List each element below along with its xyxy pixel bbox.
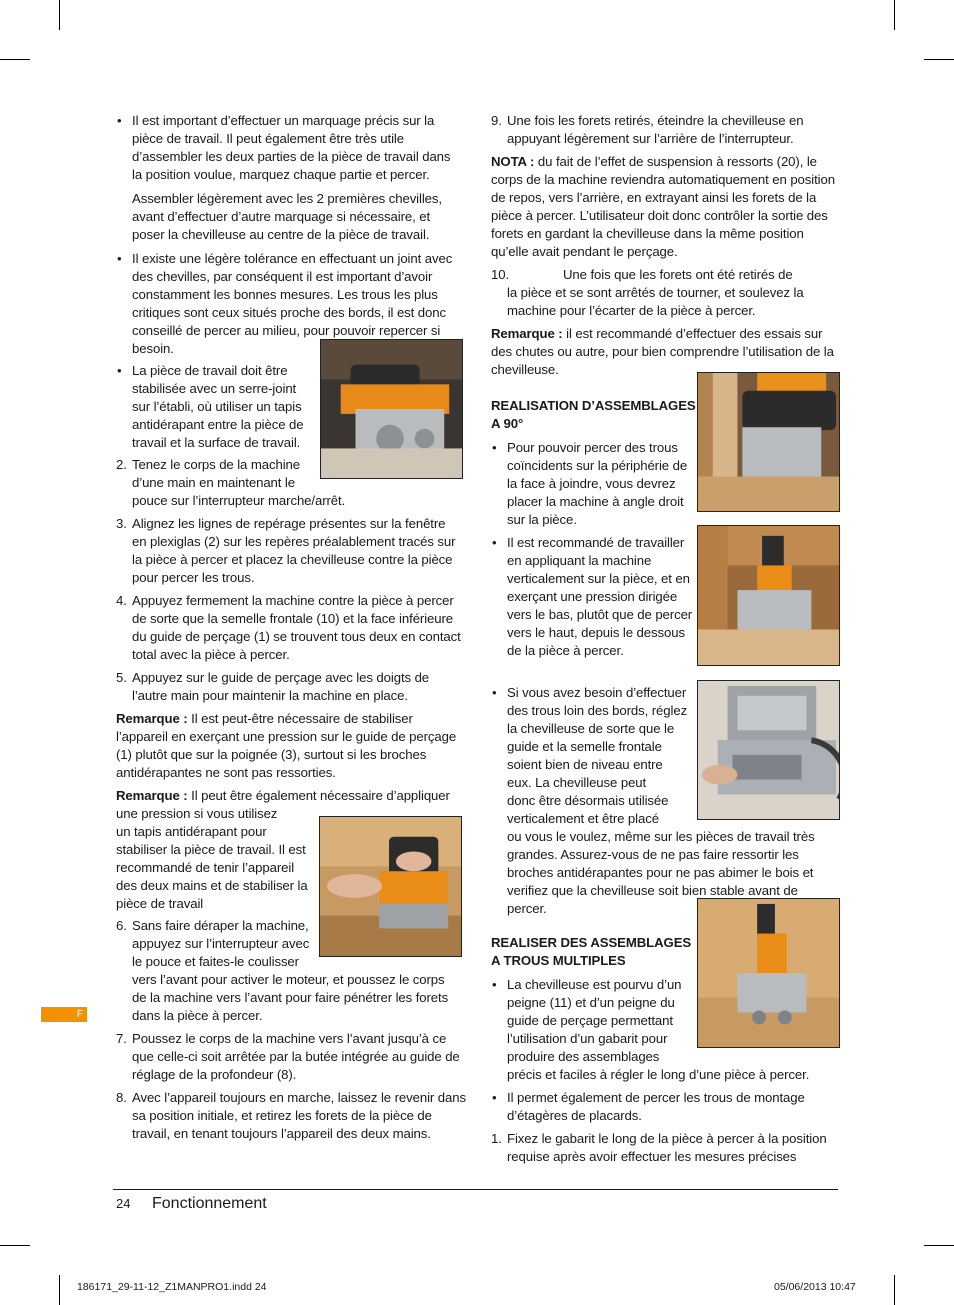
text-line: appuyez sur l’interrupteur avec bbox=[132, 936, 310, 951]
paragraph: ou vous le voulez, même sur les pièces de travail très grandes. Assurez-vous de ne pas faire ressortir les broches antidérapantes pour ne pas abimer le bois et verifiez que la chevilleuse soit bien stable avant de percer. bbox=[507, 829, 815, 916]
paragraph: Avec l’appareil toujours en marche, laissez le revenir dans sa position initiale, et retirez les forets de la pièce de travail, en tenant toujours l’appareil des deux mains. bbox=[132, 1090, 466, 1141]
text-line: verticalement et être placé bbox=[507, 811, 659, 826]
text-line: peigne (11) et d’un peigne du bbox=[507, 995, 675, 1010]
text-line: précis et faciles à régler le long d’une pièce à percer. bbox=[507, 1067, 810, 1082]
flush-guide-illustration bbox=[698, 681, 839, 819]
paragraph: Assembler légèrement avec les 2 premières chevilles, avant d’effectuer d’autre marquage si nécessaire, et poser la chevilleuse au centre de la pièce de travail. bbox=[132, 191, 442, 242]
crop-mark bbox=[894, 1275, 895, 1305]
text-line: recommandé de tenir l’appareil bbox=[116, 860, 295, 875]
step-3 bbox=[116, 515, 462, 587]
crop-mark bbox=[894, 0, 895, 30]
remark-1 bbox=[116, 710, 462, 782]
text-line: Une fois que les forets ont été retirés de bbox=[563, 267, 793, 282]
heading-multiple-holes: REALISER DES ASSEMBLAGES A TROUS MULTIPLES bbox=[491, 935, 692, 968]
remark-text: Il est peut-être nécessaire de stabiliser l’appareil en exerçant une pression sur le guide de perçage (1) plutôt que sur la poignée (3), surtout si les broches antidérapantes ne sont pas ressorties. bbox=[116, 711, 457, 780]
paragraph: • Pour pouvoir percer des trous coïncidents sur la périphérie de la face à joindre, vous devrez placer la machine à angle droit sur la pièce. bbox=[507, 440, 688, 527]
left-column bbox=[116, 112, 466, 1143]
vertical-drilling-illustration bbox=[698, 526, 839, 665]
date-slug: 05/06/2013 10:47 bbox=[774, 1281, 856, 1293]
text-line: pouce sur l’interrupteur marche/arrêt. bbox=[132, 493, 346, 508]
crop-mark bbox=[0, 1245, 30, 1246]
multiple-holes-illustration bbox=[698, 899, 839, 1047]
bullet-coincident-holes bbox=[491, 439, 696, 529]
nota bbox=[491, 153, 841, 261]
remark-text: Il peut être également nécessaire d’appliquer bbox=[187, 788, 450, 803]
bullet-vertical-work bbox=[491, 534, 697, 660]
paragraph: Poussez le corps de la machine vers l’avant jusqu’à ce que celle-ci soit arrêtée par la butée intégrée au guide de réglage de la profondeur (8). bbox=[132, 1031, 460, 1082]
step-number: 1. bbox=[491, 1131, 502, 1146]
text-line: besoin. bbox=[132, 341, 174, 356]
nota-label: NOTA : bbox=[491, 154, 535, 169]
paragraph: vers l’avant pour activer le moteur, et poussez le corps de la machine vers l’avant pour faire pénétrer les forets dans la pièce à percer. bbox=[132, 972, 449, 1023]
step-number: 7. bbox=[116, 1031, 127, 1046]
paragraph: • Il permet également de percer les trous de montage d’étagères de placards. bbox=[507, 1090, 805, 1123]
text-line: un tapis antidérapant pour bbox=[116, 824, 267, 839]
step-number: 8. bbox=[116, 1090, 127, 1105]
photo-flush-guide bbox=[697, 680, 840, 820]
text-line: stabilisée avec un serre-joint bbox=[132, 381, 297, 396]
crop-mark bbox=[59, 1275, 60, 1305]
remark-text: il est recommandé d’effectuer des essais sur des chutes ou autre, pour bien comprendre l’utilisation de la chevilleuse. bbox=[491, 326, 834, 377]
text-line: une pression si vous utilisez bbox=[116, 806, 278, 821]
crop-mark bbox=[924, 1245, 954, 1246]
step-number: 4. bbox=[116, 593, 127, 608]
crop-mark bbox=[59, 0, 60, 30]
text-line: produire des assemblages bbox=[507, 1049, 660, 1064]
nota-text: du fait de l’effet de suspension à ressorts (20), le corps de la machine reviendra automatiquement en position de repos, vers l’arrière, en extrayant ainsi les forets de la pièce à percer. L’utilisateur doit donc contrôler la sortie des forets en gardant la chevilleuse dans la même position qu’elle avait pendant le perçage. bbox=[491, 154, 835, 259]
text-line: Tenez le corps de la machine bbox=[132, 457, 300, 472]
text-line: • Si vous avez besoin d’effectuer bbox=[507, 685, 687, 700]
step-number: 9. bbox=[491, 113, 502, 128]
text-line: eux. La chevilleuse peut bbox=[507, 775, 647, 790]
heading-90-degree: REALISATION D’ASSEMBLAGES A 90° bbox=[491, 398, 696, 431]
photo-hands-on-jointer bbox=[319, 816, 462, 957]
text-line: le pouce et faites-le coulisser bbox=[132, 954, 299, 969]
text-line: pièce de travail bbox=[116, 896, 204, 911]
text-line: guide et la semelle frontale bbox=[507, 739, 662, 754]
step-template-1 bbox=[491, 1130, 847, 1166]
step-5 bbox=[116, 669, 462, 705]
right-column bbox=[491, 112, 841, 379]
text-line: • La chevilleuse est pourvu d’un bbox=[507, 977, 682, 992]
text-line: d’une main en maintenant le bbox=[132, 475, 295, 490]
crop-mark bbox=[924, 59, 954, 60]
text-line: conseillé de percer au milieu, pour pouvoir repercer si bbox=[132, 323, 441, 338]
paragraph: Appuyez fermement la machine contre la pièce à percer de sorte que la semelle frontale (10) et la face inférieure du guide de perçage (1) se trouvent tous deux en contact total avec la pièce à percer. bbox=[132, 593, 461, 662]
step-8 bbox=[116, 1089, 468, 1143]
remark-label: Remarque : bbox=[491, 326, 563, 341]
text-line: des trous loin des bords, réglez bbox=[507, 703, 688, 718]
jointer-top-illustration bbox=[321, 340, 462, 478]
text-line: • Il existe une légère tolérance en effectuant un joint avec bbox=[132, 251, 453, 266]
section-title: Fonctionnement bbox=[152, 1195, 267, 1212]
step-number: 5. bbox=[116, 670, 127, 685]
file-slug: 186171_29-11-12_Z1MANPRO1.indd 24 bbox=[77, 1281, 267, 1293]
text-line: des chevilles, par conséquent il est important d’avoir bbox=[132, 269, 433, 284]
text-line: soient bien de niveau entre bbox=[507, 757, 663, 772]
bullet-shelf-holes bbox=[491, 1089, 827, 1125]
text-line: critiques sont ceux situés proche des bords, il est donc bbox=[132, 305, 446, 320]
text-line: la chevilleuse de sorte que le bbox=[507, 721, 675, 736]
paragraph: Appuyez sur le guide de perçage avec les doigts de l’autre main pour maintenir la machine en place. bbox=[132, 670, 430, 703]
paragraph: Une fois les forets retirés, éteindre la chevilleuse en appuyant légèrement sur l’arrière de l’interrupteur. bbox=[507, 113, 804, 146]
list-90-degree bbox=[491, 439, 696, 660]
step-4 bbox=[116, 592, 462, 664]
remark bbox=[491, 325, 839, 379]
remark-label: Remarque : bbox=[116, 788, 188, 803]
step-number: 3. bbox=[116, 516, 127, 531]
text-line: l’utilisation d’un gabarit pour bbox=[507, 1031, 668, 1046]
step-number: 10. bbox=[491, 267, 510, 282]
paragraph: • Il est important d’effectuer un marquage précis sur la pièce de travail. Il peut également être très utile d’assembler les deux parties de la pièce de travail dans la position voulue, marquez chaque partie et percer. bbox=[132, 113, 451, 182]
language-tab: F bbox=[41, 1007, 87, 1022]
step-7 bbox=[116, 1030, 462, 1084]
photo-90-degree-joint bbox=[697, 372, 840, 512]
hands-jointer-illustration bbox=[320, 817, 461, 956]
text-line: antidérapant entre la pièce de bbox=[132, 417, 304, 432]
paragraph: Alignez les lignes de repérage présentes sur la fenêtre en plexiglas (2) sur les repères préalablement tracés sur la pièce à percer et placez la chevilleuse contre la pièce pour percer les trous. bbox=[132, 516, 456, 585]
remark-label: Remarque : bbox=[116, 711, 188, 726]
crop-mark bbox=[0, 59, 30, 60]
bullet-marking bbox=[116, 112, 462, 244]
text-line: donc être désormais utilisée bbox=[507, 793, 669, 808]
text-line: travail et la surface de travail. bbox=[132, 435, 301, 450]
page-number: 24 bbox=[116, 1196, 131, 1211]
text-line: des deux mains et de stabiliser la bbox=[116, 878, 308, 893]
text-line: guide de perçage permettant bbox=[507, 1013, 673, 1028]
text-line: constamment les bonnes mesures. Les trous les plus bbox=[132, 287, 438, 302]
photo-vertical-drilling bbox=[697, 525, 840, 666]
text-line: • La pièce de travail doit être bbox=[132, 363, 288, 378]
paragraph: Fixez le gabarit le long de la pièce à percer à la position requise après avoir effectuer les mesures précises bbox=[507, 1131, 827, 1164]
paragraph: la pièce et se sont arrêtés de tourner, et soulevez la machine pour l’écarter de la pièce à percer. bbox=[507, 285, 804, 318]
footer-rule bbox=[113, 1189, 838, 1190]
step-number: 6. bbox=[116, 918, 127, 933]
photo-jointer-top bbox=[320, 339, 463, 479]
text-line: stabiliser la pièce de travail. Il est bbox=[116, 842, 306, 857]
text-line: sur l’établi, où utiliser un tapis bbox=[132, 399, 302, 414]
step-number: 2. bbox=[116, 457, 127, 472]
step-9 bbox=[491, 112, 837, 148]
text-line: Sans faire déraper la machine, bbox=[132, 918, 309, 933]
paragraph: • Il est recommandé de travailler en appliquant la machine verticalement sur la pièce, et en exerçant une pression dirigée vers le bas, plutôt que de percer vers le haut, depuis le dessous de la pièce à percer. bbox=[507, 535, 693, 658]
photo-multiple-holes bbox=[697, 898, 840, 1048]
joint-90-illustration bbox=[698, 373, 839, 511]
step-10 bbox=[491, 266, 837, 320]
